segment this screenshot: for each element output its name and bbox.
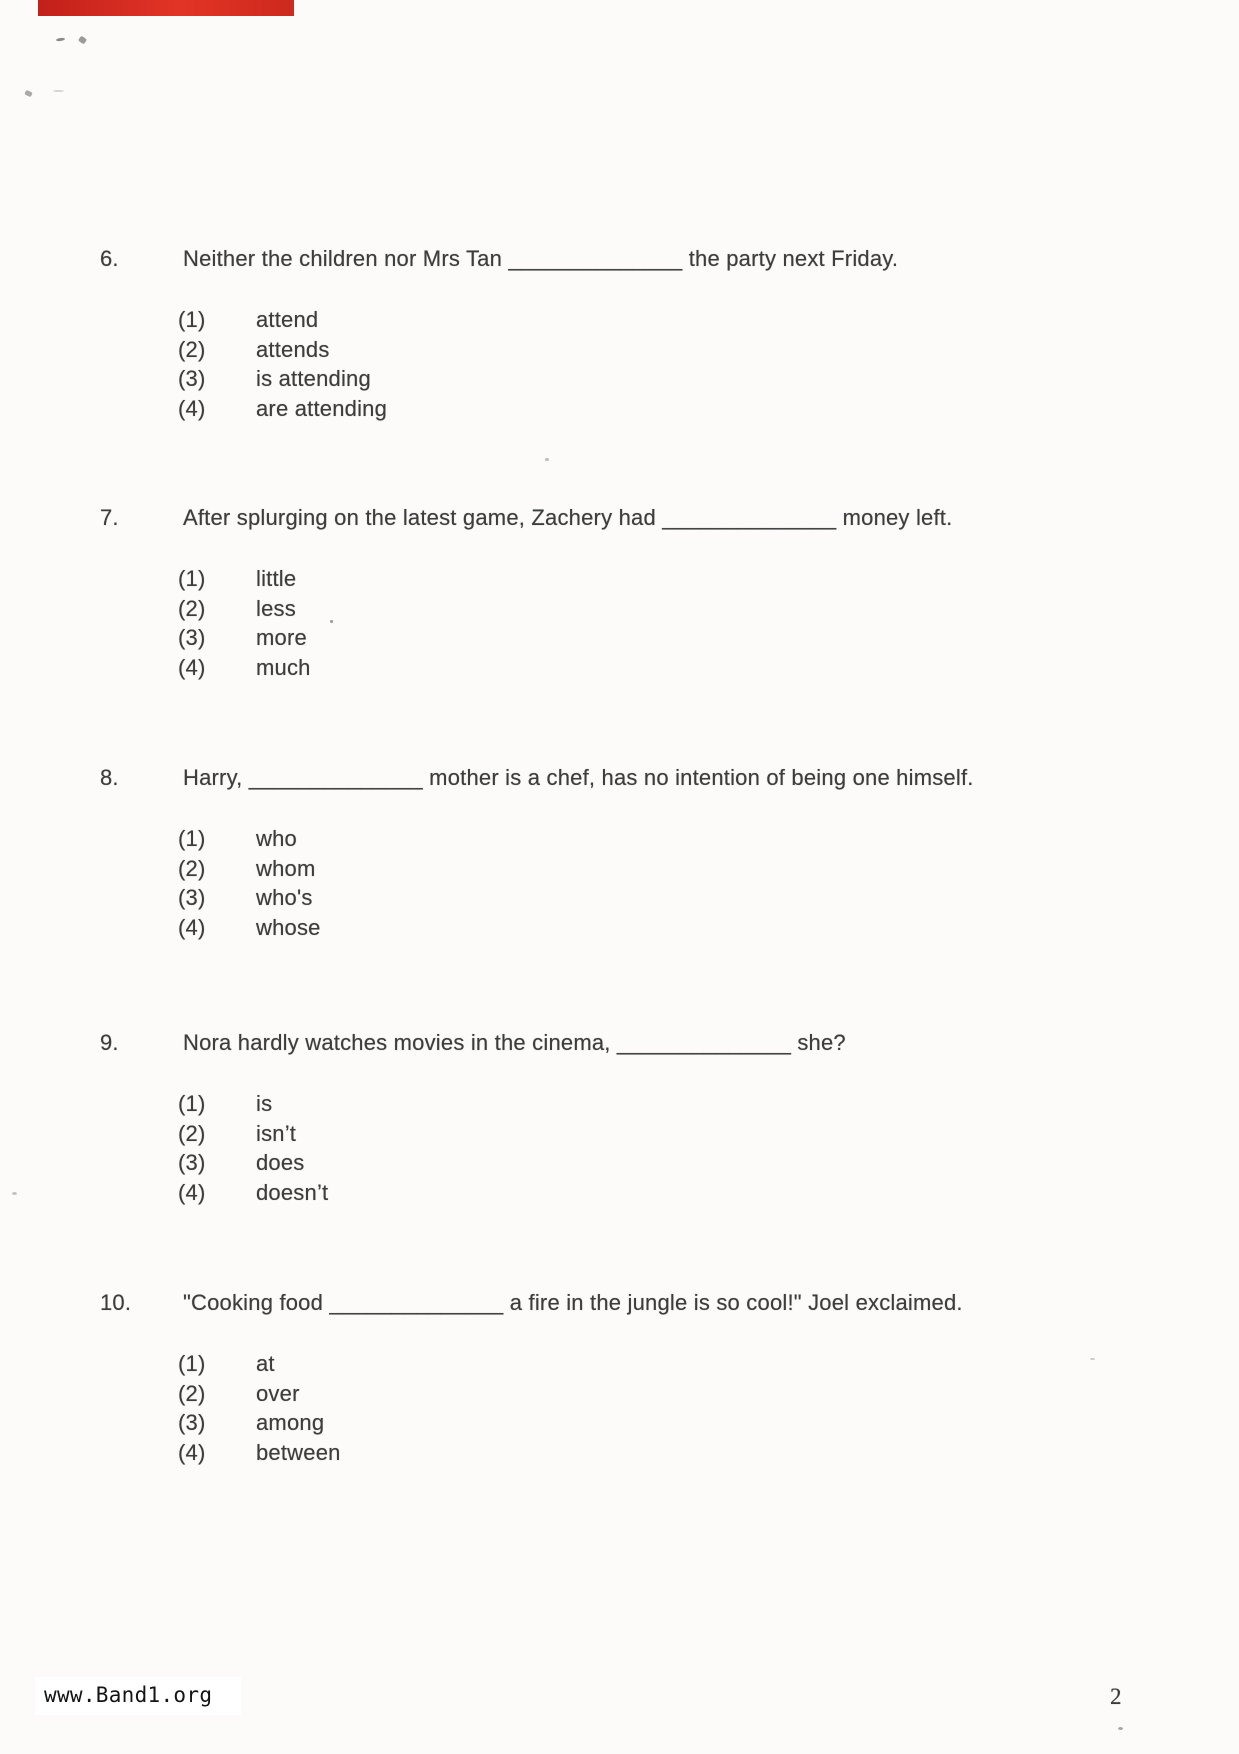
option-text: who (256, 826, 297, 851)
option-text: attend (256, 307, 319, 332)
option-row (178, 653, 311, 683)
option-label: (3) (178, 1410, 206, 1435)
option-label: (2) (178, 336, 206, 362)
option-label: (1) (178, 307, 206, 332)
options-list (178, 305, 387, 423)
options-list (178, 1349, 341, 1467)
scan-noise-speck (56, 37, 65, 41)
scan-noise-speck (78, 36, 87, 45)
question-line (0, 765, 1239, 793)
option-text: little (256, 566, 297, 591)
option-row (178, 305, 387, 335)
option-row (178, 854, 321, 884)
question-line (0, 1290, 1239, 1318)
scan-noise-speck (53, 90, 64, 92)
option-row (178, 1349, 341, 1379)
option-row (178, 1438, 341, 1468)
option-text: whose (256, 914, 321, 940)
option-text: more (256, 625, 307, 650)
option-label: (4) (178, 1439, 206, 1465)
question-number: 9. (100, 1030, 119, 1055)
option-text: doesn’t (256, 1179, 329, 1205)
option-row (178, 1089, 328, 1119)
option-row (178, 1119, 328, 1149)
watermark-url: www.Band1.org (44, 1683, 213, 1707)
option-label: (1) (178, 566, 206, 591)
question-number: 6. (100, 246, 119, 271)
option-text: does (256, 1150, 305, 1175)
options-list (178, 1089, 328, 1207)
question-7 (0, 505, 1239, 735)
option-label: (1) (178, 1351, 206, 1376)
option-row (178, 1148, 328, 1178)
option-label: (3) (178, 366, 206, 391)
question-line (0, 246, 1239, 274)
option-row (178, 335, 387, 365)
question-line (0, 505, 1239, 533)
page-number: 2 (1110, 1684, 1122, 1709)
option-label: (2) (178, 1120, 206, 1146)
option-label: (4) (178, 914, 206, 940)
question-number: 8. (100, 765, 119, 790)
option-label: (2) (178, 855, 206, 881)
options-list (178, 564, 311, 682)
option-label: (4) (178, 1179, 206, 1205)
question-number: 7. (100, 505, 119, 530)
scan-noise-speck (24, 90, 32, 97)
option-label: (2) (178, 1380, 206, 1406)
question-8 (0, 765, 1239, 995)
option-text: is (256, 1091, 273, 1116)
option-text: at (256, 1351, 275, 1376)
option-row (178, 1178, 328, 1208)
option-text: less (256, 595, 296, 621)
question-9 (0, 1030, 1239, 1260)
option-label: (3) (178, 1150, 206, 1175)
option-label: (1) (178, 826, 206, 851)
scan-noise-speck (1118, 1727, 1123, 1730)
question-10 (0, 1290, 1239, 1520)
option-text: over (256, 1380, 300, 1406)
option-label: (1) (178, 1091, 206, 1116)
option-text: is attending (256, 366, 371, 391)
option-text: are attending (256, 395, 388, 421)
option-row (178, 913, 321, 943)
option-text: much (256, 654, 311, 680)
option-text: who's (256, 885, 313, 910)
option-row (178, 623, 311, 653)
option-row (178, 394, 387, 424)
option-row (178, 883, 321, 913)
option-row (178, 824, 321, 854)
question-text: Harry, ______________ mother is a chef, has no intention of being one himself. (183, 765, 974, 790)
question-number: 10. (100, 1290, 132, 1315)
option-label: (3) (178, 885, 206, 910)
question-line (0, 1030, 1239, 1058)
option-label: (4) (178, 395, 206, 421)
scanner-artifact-red-bar (38, 0, 294, 16)
option-text: among (256, 1410, 325, 1435)
option-row (178, 1379, 341, 1409)
question-text: Nora hardly watches movies in the cinema, ______________ she? (183, 1030, 846, 1055)
question-text: "Cooking food ______________ a fire in the jungle is so cool!" Joel exclaimed. (183, 1290, 963, 1315)
options-list (178, 824, 321, 942)
option-text: between (256, 1439, 341, 1465)
question-text: Neither the children nor Mrs Tan ______________ the party next Friday. (183, 246, 899, 271)
option-row (178, 594, 311, 624)
option-text: whom (256, 855, 316, 881)
option-text: isn’t (256, 1120, 297, 1146)
option-label: (4) (178, 654, 206, 680)
option-row (178, 364, 387, 394)
question-6 (0, 246, 1239, 476)
option-label: (3) (178, 625, 206, 650)
option-row (178, 564, 311, 594)
option-text: attends (256, 336, 330, 362)
question-text: After splurging on the latest game, Zachery had ______________ money left. (183, 505, 953, 530)
option-row (178, 1408, 341, 1438)
option-label: (2) (178, 595, 206, 621)
